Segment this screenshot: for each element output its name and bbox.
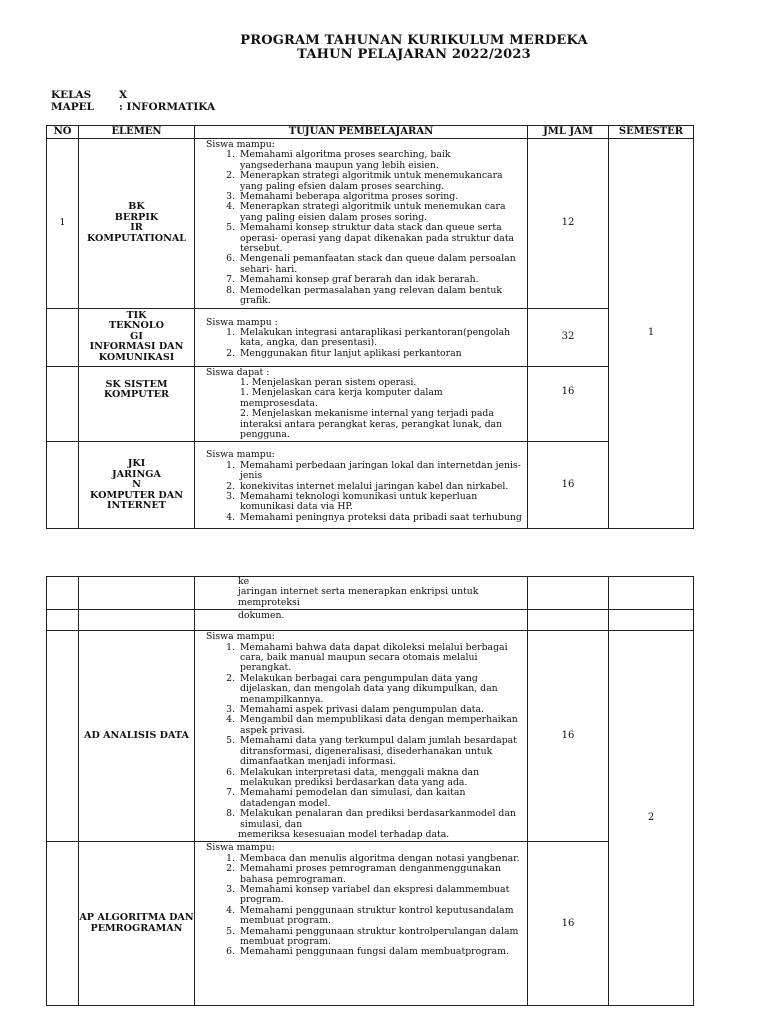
tujuan-item: 2. Menggunakan fitur lanjut aplikasi perkantoran	[238, 349, 523, 359]
semester-cell: 1	[609, 139, 694, 529]
tujuan-item: 2. Memahami proses pemrograman denganmenggunakan bahasa pemrograman.	[238, 864, 523, 885]
program-table-1	[46, 125, 694, 529]
elemen-line: KOMPUTATIONAL	[86, 232, 187, 244]
elemen-line: GI	[130, 330, 143, 342]
jam-cell: 16	[528, 631, 609, 842]
item-number: 2.	[240, 408, 249, 420]
kelas-value: X	[119, 89, 128, 101]
tujuan-intro: Siswa mampu:	[206, 631, 275, 643]
item-number: 1.	[240, 376, 249, 388]
item-text: Menjelaskan cara kerja komputer dalam memprosesdata.	[240, 387, 443, 409]
document-title-line1: PROGRAM TAHUNAN KURIKULUM MERDEKA	[240, 33, 588, 48]
jam-cell: 16	[528, 842, 609, 1006]
mapel-row	[51, 101, 215, 113]
elemen-cell	[79, 610, 195, 631]
kelas-label: KELAS	[51, 89, 92, 101]
row-number	[47, 631, 79, 842]
elemen-line: INTERNET	[107, 499, 166, 511]
tujuan-item: 8. Memodelkan permasalahan yang relevan dalam bentuk grafik.	[238, 286, 523, 307]
tujuan-item: 5. Memahami penggunaan struktur kontrolperulangan dalam membuat program.	[238, 927, 523, 948]
elemen-line: BK	[128, 201, 145, 213]
jam-cell: 32	[528, 308, 609, 366]
tujuan-intro: Siswa mampu:	[206, 842, 275, 854]
tujuan-item: 1. Memahami algoritma proses searching, baik yangsederhana maupun yang lebih eisien.	[238, 150, 523, 171]
semester-cell	[609, 577, 694, 610]
item-number: 1.	[240, 387, 249, 399]
jam-cell: 12	[528, 139, 609, 309]
tujuan-item: 3. Memahami aspek privasi dalam pengumpulan data.	[238, 705, 523, 715]
tujuan-item: 1. Memahami perbedaan jaringan lokal dan internetdan jenis-jenis	[238, 461, 523, 482]
row-number: 1	[47, 139, 79, 309]
tujuan-item: 1. Membaca dan menulis algoritma dengan notasi yangbenar.	[238, 854, 523, 864]
tujuan-item: 2. konekivitas internet melalui jaringan kabel dan nirkabel.	[238, 482, 523, 492]
tujuan-item: 6. Mengenali pemanfaatan stack dan queue dalam persoalan sehari- hari.	[238, 254, 523, 275]
row-number	[47, 442, 79, 529]
tujuan-continuation	[195, 610, 528, 631]
tujuan-list	[206, 643, 523, 830]
elemen-cell	[79, 442, 195, 529]
tujuan-item-tail: memeriksa kesesuaian model terhadap data.	[238, 828, 450, 840]
elemen-cell	[79, 308, 195, 366]
elemen-line: N	[132, 479, 141, 491]
table-row	[47, 631, 694, 842]
tujuan-list	[206, 461, 523, 523]
table-header-row	[47, 126, 694, 139]
semester-cell	[609, 610, 694, 631]
row-number	[47, 577, 79, 610]
tujuan-item: 7. Memahami pemodelan dan simulasi, dan kaitan datadengan model.	[238, 788, 523, 809]
tujuan-item: 1. Melakukan integrasi antaraplikasi perkantoran(pengolah kata, angka, dan presentasi).	[238, 328, 523, 349]
table-row	[47, 139, 694, 309]
tujuan-intro: Siswa mampu:	[206, 449, 275, 461]
tujuan-item: 3. Memahami konsep variabel dan ekspresi dalammembuat program.	[238, 885, 523, 906]
tujuan-item: 2. Menerapkan strategi algoritmik untuk menemukancara yang paling efsien dalam proses searching.	[238, 171, 523, 192]
elemen-line: KOMPUTER DAN	[90, 489, 183, 501]
elemen-cell	[79, 366, 195, 442]
tujuan-item: 4. Menerapkan strategi algoritmik untuk menemukan cara yang paling eisien dalam proses soring.	[238, 202, 523, 223]
table-row	[47, 308, 694, 366]
tujuan-item: 2. Melakukan berbagai cara pengumpulan data yang dijelaskan, dan mengolah data yang dikumpulkan, dan menampilkannya.	[238, 674, 523, 705]
elemen-line: INFORMASI DAN	[89, 341, 184, 353]
col-jam-header: JML JAM	[528, 126, 609, 139]
elemen-cell	[79, 577, 195, 610]
tujuan-item: 6. Melakukan interpretasi data, menggali makna dan melakukan prediksi berdasarkan data yang ada.	[238, 768, 523, 789]
jam-cell: 16	[528, 442, 609, 529]
kelas-row	[51, 89, 127, 101]
tujuan-item: 4. Memahami penggunaan struktur kontrol keputusandalam membuat program.	[238, 906, 523, 927]
continuation-line: jaringan internet serta menerapkan enkripsi untuk	[238, 586, 479, 598]
tujuan-intro: Siswa dapat :	[206, 366, 270, 378]
tujuan-cell	[195, 442, 528, 529]
jam-cell	[528, 577, 609, 610]
tujuan-list	[206, 150, 523, 306]
col-tujuan-header: TUJUAN PEMBELAJARAN	[195, 126, 528, 139]
tujuan-cell	[195, 139, 528, 309]
tujuan-intro: Siswa mampu :	[206, 316, 278, 328]
tujuan-list	[206, 328, 523, 359]
row-number	[47, 366, 79, 442]
elemen-line: BERPIK	[114, 211, 159, 223]
semester-cell: 2	[609, 631, 694, 1006]
tujuan-item: 5. Memahami data yang terkumpul dalam jumlah besardapat ditransformasi, digeneralisasi, disederhanakan untuk dimanfaatkan menjadi informasi.	[238, 736, 523, 767]
elemen-line: TIK	[126, 309, 147, 321]
tujuan-item: 3. Memahami teknologi komunikasi untuk keperluan komunikasi data via HP.	[238, 492, 523, 513]
elemen-cell	[79, 139, 195, 309]
continuation-row	[47, 610, 694, 631]
col-elemen-header: ELEMEN	[79, 126, 195, 139]
tujuan-item: 4. Mengambil dan mempublikasi data dengan memperhaikan aspek privasi.	[238, 715, 523, 736]
elemen-cell: AD ANALISIS DATA	[79, 631, 195, 842]
tujuan-cell	[195, 308, 528, 366]
jam-cell	[528, 610, 609, 631]
table-row	[47, 842, 694, 1006]
continuation-line: memproteksi	[238, 596, 300, 608]
tujuan-item: 4. Memahami peningnya proteksi data pribadi saat terhubung	[238, 513, 523, 523]
tujuan-item: 5. Memahami konsep struktur data stack dan queue serta operasi- operasi yang dapat dikenakan pada struktur data tersebut.	[238, 223, 523, 254]
mapel-value: : INFORMATIKA	[119, 101, 216, 113]
item-text: Menjelaskan peran sistem operasi.	[251, 376, 417, 388]
mapel-label: MAPEL	[51, 101, 95, 113]
tujuan-cell	[195, 842, 528, 1006]
elemen-line: TEKNOLO	[108, 320, 165, 332]
row-number	[47, 610, 79, 631]
elemen-line: JARINGA	[112, 468, 161, 480]
tujuan-intro: Siswa mampu:	[206, 139, 275, 150]
tujuan-item	[238, 388, 523, 409]
elemen-line: KOMUNIKASI	[98, 351, 175, 363]
tujuan-cell	[195, 366, 528, 442]
tujuan-item: 7. Memahami konsep graf berarah dan idak berarah.	[238, 275, 523, 285]
elemen-cell: AP ALGORITMA DAN PEMROGRAMAN	[79, 842, 195, 1006]
elemen-line: IR	[130, 222, 143, 234]
document-title-line2: TAHUN PELAJARAN 2022/2023	[297, 47, 531, 62]
tujuan-list	[206, 854, 523, 958]
tujuan-item: 6. Memahami penggunaan fungsi dalam membuatprogram.	[238, 947, 523, 957]
tujuan-list	[206, 378, 523, 440]
col-semester-header: SEMESTER	[609, 126, 694, 139]
table-row	[47, 442, 694, 529]
continuation-line: dokumen.	[238, 610, 285, 622]
jam-cell: 16	[528, 366, 609, 442]
tujuan-item	[238, 409, 523, 440]
elemen-line: KOMPUTER	[103, 388, 170, 400]
table-row	[47, 366, 694, 442]
continuation-row	[47, 577, 694, 610]
col-no-header: NO	[47, 126, 79, 139]
tujuan-item: 3. Memahami beberapa algoritma proses soring.	[238, 192, 523, 202]
elemen-line: JKI	[127, 458, 146, 470]
tujuan-item: 8. Melakukan penalaran dan prediksi berdasarkanmodel dan simulasi, dan	[238, 809, 523, 830]
program-table-2	[46, 576, 694, 1006]
tujuan-item: 1. Memahami bahwa data dapat dikoleksi melalui berbagai cara, baik manual maupun secara otomais melalui perangkat.	[238, 643, 523, 674]
continuation-line: ke	[238, 576, 250, 587]
tujuan-cell	[195, 631, 528, 842]
tujuan-continuation	[195, 577, 528, 610]
item-text: Menjelaskan mekanisme internal yang terjadi pada interaksi antara perangkat keras, perangkat lunak, dan pengguna.	[240, 408, 503, 440]
row-number	[47, 308, 79, 366]
elemen-line: SK SISTEM	[105, 378, 168, 390]
row-number	[47, 842, 79, 1006]
